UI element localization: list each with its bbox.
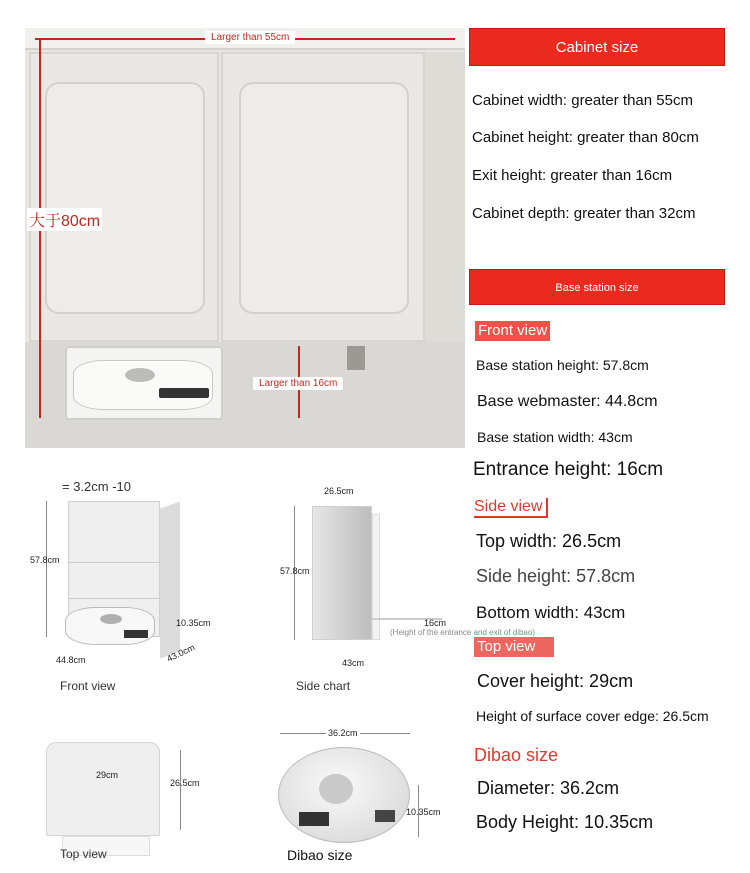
front-height-line [46, 501, 47, 637]
exit-label: Larger than 16cm [253, 377, 343, 390]
front-height-dim: 57.8cm [30, 555, 60, 565]
cabinet-spec-depth: Cabinet depth: greater than 32cm [472, 205, 696, 222]
cabinet-size-header: Cabinet size [469, 28, 725, 66]
cabinet-door-left [29, 52, 219, 342]
front-view-caption: Front view [60, 679, 116, 693]
side-lip [372, 514, 380, 640]
height-label: 大于80cm [27, 208, 102, 231]
front-top-note: = 3.2cm -10 [62, 479, 132, 494]
top-edge-line [180, 750, 181, 830]
top-edge-dim: 26.5cm [170, 778, 200, 788]
side-height-dim: 57.8cm [280, 566, 310, 576]
front-side-dim: 10.35cm [176, 618, 211, 628]
top-spec-edge: Height of surface cover edge: 26.5cm [476, 708, 709, 724]
base-spec-width: Base station width: 43cm [477, 429, 633, 445]
base-station-photo [65, 346, 223, 420]
side-body [312, 506, 372, 640]
base-spec-height: Base station height: 57.8cm [476, 357, 649, 373]
cabinet-door-right [221, 52, 425, 342]
front-view-label: Front view [475, 321, 550, 341]
dibao-size-label: Dibao size [474, 745, 559, 765]
top-view-diagram [40, 738, 220, 868]
side-spec-bottom: Bottom width: 43cm [476, 603, 626, 622]
cabinet-spec-exit: Exit height: greater than 16cm [472, 167, 673, 184]
cabinet-photo [25, 28, 465, 448]
side-spec-height: Side height: 57.8cm [476, 566, 636, 586]
front-depth-dim: 43.0cm [165, 642, 197, 664]
side-top-dim: 26.5cm [324, 486, 354, 496]
base-station-header: Base station size [469, 269, 725, 305]
robot-diagram [268, 725, 468, 870]
robot-front [65, 607, 155, 645]
dibao-size-caption: Dibao size [287, 847, 353, 863]
top-lid [46, 742, 160, 836]
top-depth-dim: 29cm [96, 770, 119, 780]
entrance-height: Entrance height: 16cm [473, 459, 664, 480]
side-entrance-dim: 16cm [424, 618, 447, 628]
robot-body [278, 747, 410, 843]
side-chart-caption: Side chart [296, 679, 351, 693]
cabinet-leg [347, 346, 365, 370]
cabinet-spec-width: Cabinet width: greater than 55cm [472, 92, 693, 109]
front-view-diagram [30, 475, 260, 695]
robot-height-dim: 10.35cm [406, 807, 441, 817]
dibao-spec-height: Body Height: 10.35cm [476, 812, 654, 832]
top-view-caption: Top view [60, 847, 107, 861]
side-view-label: Side view [474, 498, 548, 518]
top-view-label: Top view [474, 637, 554, 657]
front-width-dim: 44.8cm [56, 655, 86, 665]
side-bottom-dim: 43cm [342, 658, 365, 668]
base-spec-webmaster: Base webmaster: 44.8cm [477, 393, 658, 410]
cabinet-spec-height: Cabinet height: greater than 80cm [472, 129, 699, 146]
width-label: Larger than 55cm [205, 31, 295, 44]
side-entrance-note: (Height of the entrance and exit of dibao) [390, 628, 535, 637]
robot-diameter-dim: 36.2cm [328, 728, 358, 738]
dibao-spec-diameter: Diameter: 36.2cm [477, 778, 620, 798]
station-side [160, 501, 180, 658]
top-spec-cover: Cover height: 29cm [477, 671, 634, 691]
side-spec-top: Top width: 26.5cm [476, 531, 622, 551]
